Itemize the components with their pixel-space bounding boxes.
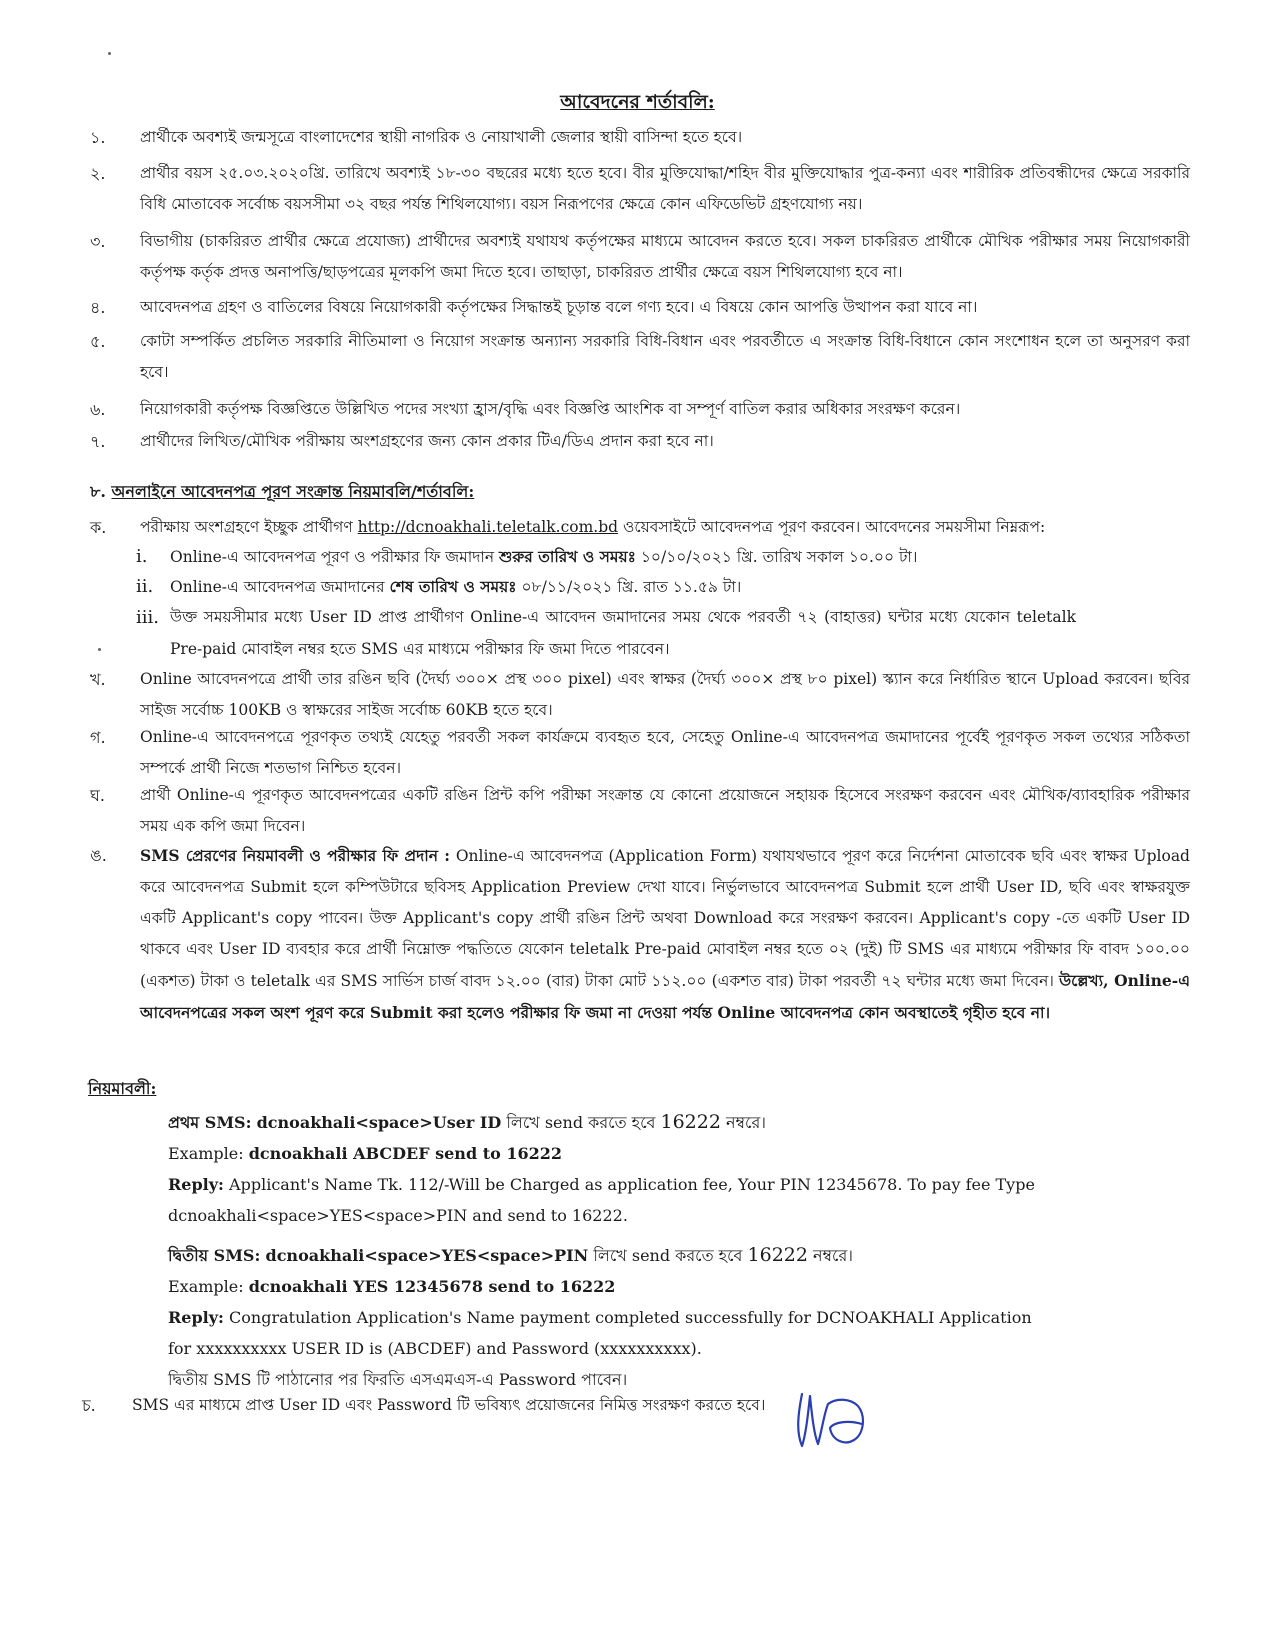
sms-instruction: লিখে send করতে হবে [588,1246,748,1265]
condition-text: প্রার্থীর বয়স ২৫.০৩.২০২০খ্রি. তারিখে অবশ্যই ১৮-৩০ বছরের মধ্যে হতে হবে। বীর মুক্তিযোদ্ধা/শহিদ বীর মুক্তিযোদ্ধার পুত্র-কন্যা এবং শারীরিক প্রতিবন্ধীদের ক্ষেত্রে সরকারি বিধি মোতাবেক সর্বোচ্চ বয়সসীমা ৩২ বছর পর্যন্ত শিথিলযোগ্য। বয়স নিরূপণের ক্ষেত্রে কোন এফিডেভিট গ্রহণযোগ্য নয়। [140,164,1190,213]
reply-text: Applicant's Name Tk. 112/-Will be Charged as application fee, Your PIN 12345678. To pay fee Type [229,1175,1035,1194]
roman-number: ii. [136,576,154,597]
reply-text: Congratulation Application's Name payment completed successfully for DCNOAKHALI Application [229,1308,1032,1327]
online-item-uma [90,840,1190,1029]
item-text: পরীক্ষায় অংশগ্রহণে ইচ্ছুক প্রার্থীগণ [140,518,358,536]
subitem-text: উক্ত সময়সীমার মধ্যে User ID প্রাপ্ত প্রার্থীগণ Online-এ আবেদন জমাদানের সময় থেকে পরবর্তী ৭২ (বাহাত্তর) ঘন্টার মধ্যে যেকোন teletalk Pre-paid মোবাইল নম্বর হতে SMS এর মাধ্যমে পরীক্ষার ফি জমা দিতে পারবেন। [170,608,1076,658]
rules-first-sms [168,1107,1088,1231]
condition-number: ৭. [90,432,106,451]
condition-7 [90,426,1190,457]
sms-instruction: লিখে send করতে হবে [501,1113,661,1132]
condition-5 [90,326,1190,388]
item-number: গ. [90,728,106,747]
page-heading: আবেদনের শর্তাবলি: [560,91,715,113]
condition-text: প্রার্থীদের লিখিত/মৌখিক পরীক্ষায় অংশগ্রহণের জন্য কোন প্রকার টিএ/ডিএ প্রদান করা হবে না। [140,432,714,450]
subitem-bold: শুরুর তারিখ ও সময়ঃ [499,547,636,566]
condition-3 [90,226,1190,288]
sms-label: দ্বিতীয় SMS: [168,1246,261,1265]
online-section-heading: অনলাইনে আবেদনপত্র পূরণ সংক্রান্ত নিয়মাবলি/শর্তাবলি: [111,482,475,501]
condition-number: ৫. [90,332,106,351]
online-subitem-ii [136,571,1076,603]
example-label: Example: [168,1144,244,1163]
item-bold-lead: SMS প্রেরণের নিয়মাবলী ও পরীক্ষার ফি প্রদান : [140,846,450,865]
condition-text: কোটা সম্পর্কিত প্রচলিত সরকারি নীতিমালা ও নিয়োগ সংক্রান্ত অন্যান্য সরকারি বিধি-বিধান এবং পরবর্তীতে এ সংক্রান্ত বিধি-বিধানে কোন সংশোধন হলে তা অনুসরণ করা হবে। [140,332,1190,381]
reply-label: Reply: [168,1308,224,1327]
subitem-text: ০৮/১১/২০২১ খ্রি. রাত ১১.৫৯ টা। [516,578,742,596]
sms-instruction-end: নম্বরে। [720,1113,766,1132]
condition-number: ১. [90,128,106,147]
online-item-ga [90,722,1190,784]
online-item-ka [90,512,1190,543]
signature-image [788,1384,878,1454]
item-text: Online-এ আবেদনপত্র (Application Form) যথাযথভাবে পূরণ করে নির্দেশনা মোতাবেক ছবি এবং স্বাক্ষর Upload করে আবেদনপত্র Submit হলে কম্পিউটারে ছবিসহ Application Preview দেখা যাবে। নির্ভুলভাবে আবেদনপত্র Submit হলে প্রার্থী User ID, ছবি এবং স্বাক্ষরযুক্ত একটি Applicant's copy পাবেন। উক্ত Applicant's copy প্রার্থী রঙিন প্রিন্ট অথবা Download করে সংরক্ষণ করবেন। Applicant's copy -তে একটি User ID থাকবে এবং User ID ব্যবহার করে প্রার্থী নিম্নোক্ত পদ্ধতিতে যেকোন teletalk Pre-paid মোবাইল নম্বর হতে ০২ (দুই) টি SMS এর মাধ্যমে পরীক্ষার ফি বাবদ ১০০.০০ (একশত) টাকা ও teletalk এর SMS সার্ভিস চার্জ বাবদ ১২.০০ (বার) টাকা মোট ১১২.০০ (একশত বার) টাকা পরবর্তী ৭২ ঘন্টার মধ্যে জমা দিবেন। [140,847,1190,990]
condition-6 [90,394,1190,425]
item-text: SMS এর মাধ্যমে প্রাপ্ত User ID এবং Password টি ভবিষ্যৎ প্রয়োজনের নিমিত্ত সংরক্ষণ করতে হবে। [132,1396,766,1414]
roman-number: i. [136,546,148,567]
website-link[interactable]: http://dcnoakhali.teletalk.com.bd [357,518,619,536]
online-section-number: ৮. [90,482,106,501]
condition-text: নিয়োগকারী কর্তৃপক্ষ বিজ্ঞপ্তিতে উল্লিখিত পদের সংখ্যা হ্রাস/বৃদ্ধি এবং বিজ্ঞপ্তি আংশিক বা সম্পূর্ণ বাতিল করার অধিকার সংরক্ষণ করেন। [140,400,961,418]
sms-instruction-end: নম্বরে। [807,1246,853,1265]
online-item-kha [90,664,1190,726]
second-sms-note: দ্বিতীয় SMS টি পাঠানোর পর ফিরতি এসএমএস-এ Password পাবেন। [168,1370,628,1389]
sms-format: dcnoakhali<space>YES<space>PIN [265,1246,589,1265]
condition-number: ৩. [90,232,106,251]
sms-number: 16222 [747,1244,808,1266]
condition-text: প্রার্থীকে অবশ্যই জন্মসূত্রে বাংলাদেশের স্থায়ী নাগরিক ও নোয়াখালী জেলার স্থায়ী বাসিন্দা হতে হবে। [140,128,743,146]
item-text: প্রার্থী Online-এ পূরণকৃত আবেদনপত্রের একটি রঙিন প্রিন্ট কপি পরীক্ষা সংক্রান্ত যে কোনো প্রয়োজনে সহায়ক হিসেবে সংরক্ষণ করবেন এবং মৌখিক/ব্যাবহারিক পরীক্ষার সময় এক কপি জমা দিবেন। [140,786,1190,835]
item-number: ঘ. [90,786,105,805]
item-number: ঙ. [90,846,107,865]
condition-text: আবেদনপত্র গ্রহণ ও বাতিলের বিষয়ে নিয়োগকারী কর্তৃপক্ষের সিদ্ধান্তই চূড়ান্ত বলে গণ্য হবে। এ বিষয়ে কোন আপত্তি উত্থাপন করা যাবে না। [140,298,978,316]
scan-speck [98,648,101,651]
item-text: ওয়েবসাইটে আবেদনপত্র পূরণ করবেন। আবেদনের সময়সীমা নিম্নরূপ: [618,518,1046,536]
rules-title: নিয়মাবলী: [88,1079,157,1098]
example-text: dcnoakhali YES 12345678 send to 16222 [248,1277,616,1296]
online-subitem-iii [136,602,1076,665]
scan-speck [108,52,111,55]
example-label: Example: [168,1277,244,1296]
online-item-gha [90,780,1190,842]
online-section-title [90,479,474,506]
online-subitem-i [136,541,1076,573]
example-text: dcnoakhali ABCDEF send to 16222 [248,1144,562,1163]
condition-4 [90,292,1190,323]
condition-text: বিভাগীয় (চাকরিরত প্রার্থীর ক্ষেত্রে প্রযোজ্য) প্রার্থীদের অবশ্যই যথাযথ কর্তৃপক্ষের মাধ্যমে আবেদন করতে হবে। সকল চাকরিরত প্রার্থীকে মৌখিক পরীক্ষার সময় নিয়োগকারী কর্তৃপক্ষ কর্তৃক প্রদত্ত অনাপত্তি/ছাড়পত্রের মূলকপি জমা দিতে হবে। তাছাড়া, চাকরিরত প্রার্থীর ক্ষেত্রে বয়স শিথিলযোগ্য হবে না। [140,232,1190,281]
sms-label: প্রথম SMS: [168,1113,252,1132]
item-number: খ. [90,670,106,689]
subitem-text: Online-এ আবেদনপত্র পূরণ ও পরীক্ষার ফি জমাদান [170,548,500,566]
item-text: Online-এ আবেদনপত্রে পূরণকৃত তথ্যই যেহেতু পরবর্তী সকল কার্যক্রমে ব্যবহৃত হবে, সেহেতু Online-এ আবেদনপত্র জমাদানের পূর্বেই পূরণকৃত সকল তথ্যের সঠিকতা সম্পর্কে প্রার্থী নিজে শতভাগ নিশ্চিত হবেন। [140,728,1190,777]
condition-1 [90,122,1190,153]
condition-2 [90,158,1190,220]
item-number: চ. [82,1396,96,1415]
item-bold-tail: উল্লেখ্য, Online-এ আবেদনপত্রের সকল অংশ পূরণ করে Submit করা হলেও পরীক্ষার ফি জমা না দেওয়া পর্যন্ত Online আবেদনপত্র কোন অবস্থাতেই গৃহীত হবে না। [140,971,1190,1022]
sms-format: dcnoakhali<space>User ID [256,1113,502,1132]
rules-second-sms [168,1240,1088,1395]
reply-text-continued: dcnoakhali<space>YES<space>PIN and send to 16222. [168,1206,628,1225]
condition-number: ২. [90,164,106,183]
sms-number: 16222 [660,1111,721,1133]
subitem-text: ১০/১০/২০২১ খ্রি. তারিখ সকাল ১০.০০ টা। [635,548,918,566]
condition-number: ৬. [90,400,106,419]
roman-number: iii. [136,607,159,628]
final-item-cha [82,1390,802,1421]
subitem-bold: শেষ তারিখ ও সময়ঃ [389,577,517,596]
reply-label: Reply: [168,1175,224,1194]
item-text: Online আবেদনপত্রে প্রার্থী তার রঙিন ছবি (দৈর্ঘ্য ৩০০× প্রস্থ ৩০০ pixel) এবং স্বাক্ষর (দৈর্ঘ্য ৩০০× প্রস্থ ৮০ pixel) স্ক্যান করে নির্ধারিত স্থানে Upload করবেন। ছবির সাইজ সর্বোচ্চ 100KB ও স্বাক্ষরের সাইজ সর্বোচ্চ 60KB হতে হবে। [140,670,1190,719]
subitem-text: Online-এ আবেদনপত্র জমাদানের [170,578,390,596]
condition-number: ৪. [90,298,106,317]
item-number: ক. [90,518,107,537]
reply-text-continued: for xxxxxxxxxx USER ID is (ABCDEF) and Password (xxxxxxxxxx). [168,1339,702,1358]
